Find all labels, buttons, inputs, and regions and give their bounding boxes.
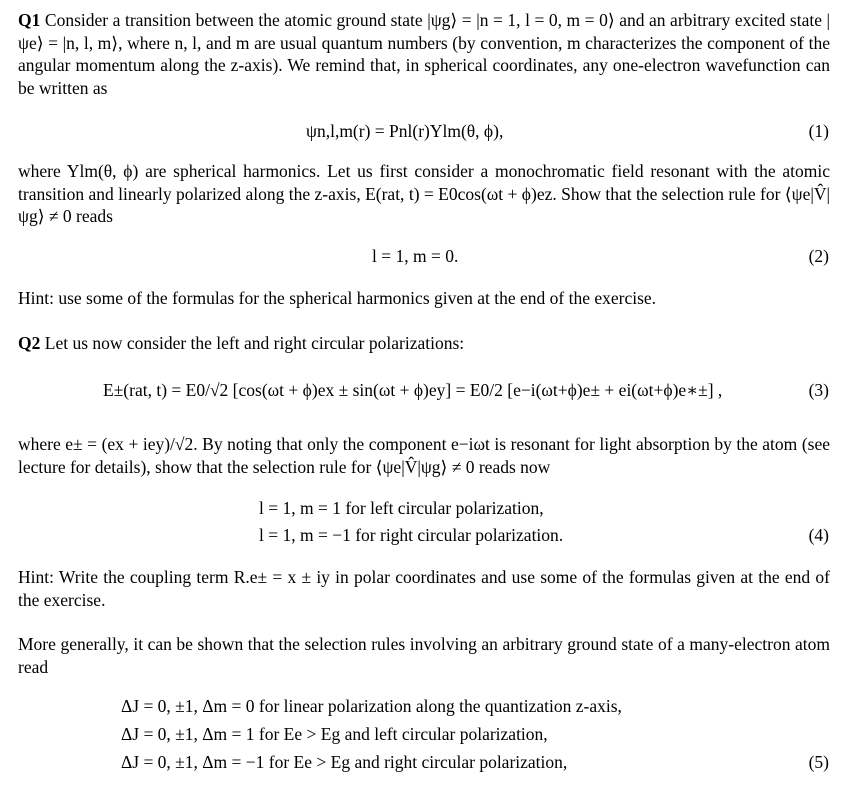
q1-text: Consider a transition between the atomic ground state |ψg⟩ = |n = 1, l = 0, m = 0⟩ and an arbitrary excited state |ψe⟩ = |n, l, m⟩, where n, l, and m are usual quantum numbers (by convention, m characterizes the component of the angular momentum along the z-axis). We remind that, in spherical coordinates, any one-electron wavefunction can be written as	[18, 10, 831, 98]
equation-1-body: ψn,l,m(r) = Pnl(r)Ylm(θ, ϕ),	[306, 121, 504, 141]
equation-5-line-3: ΔJ = 0, ±1, Δm = −1 for Ee > Eg and right circular polarization,	[121, 752, 568, 772]
equation-2	[0, 246, 866, 272]
equation-3-body: E±(rat, t) = E0/√2 [cos(ωt + ϕ)ex ± sin(ωt + ϕ)ey] = E0/2 [e−i(ωt+ϕ)e± + ei(ωt+ϕ)e∗±] ,	[103, 380, 723, 400]
equation-5-number: (5)	[808, 752, 829, 772]
equation-2-number: (2)	[808, 246, 829, 266]
q1-hint: Hint: use some of the formulas for the spherical harmonics given at the end of the exercise.	[18, 288, 657, 308]
q2-label: Q2	[18, 333, 41, 353]
equation-5-line-2: ΔJ = 0, ±1, Δm = 1 for Ee > Eg and left circular polarization,	[121, 724, 548, 744]
q1-label: Q1	[18, 10, 41, 30]
q2-text: Let us now consider the left and right circular polarizations:	[44, 333, 465, 353]
general-paragraph: More generally, it can be shown that the selection rules involving an arbitrary ground state of a many-electron atom read	[18, 634, 830, 677]
equation-1	[0, 121, 866, 147]
equation-1-number: (1)	[808, 121, 829, 141]
q1-paragraph-2: where Ylm(θ, ϕ) are spherical harmonics. Let us first consider a monochromatic field resonant with the atomic transition and linearly polarized along the z-axis, E(rat, t) = E0cos(ωt + ϕ)ez. Show that the selection rule for ⟨ψe|V̂|ψg⟩ ≠ 0 reads	[18, 161, 830, 226]
q2-paragraph-2: where e± = (ex + iey)/√2. By noting that only the component e−iωt is resonant for light absorption by the atom (see lecture for details), show that the selection rule for ⟨ψe|V̂|ψg⟩ ≠ 0 reads now	[18, 434, 830, 477]
equation-3-number: (3)	[808, 380, 829, 400]
equation-5-line-1: ΔJ = 0, ±1, Δm = 0 for linear polarization along the quantization z-axis,	[121, 696, 622, 716]
q2-paragraph	[18, 332, 830, 355]
q1-paragraph	[18, 9, 830, 99]
equation-3	[0, 380, 866, 406]
equation-2-body: l = 1, m = 0.	[372, 246, 459, 266]
equation-4-line-2: l = 1, m = −1 for right circular polarization.	[259, 525, 564, 545]
equation-4-line-1: l = 1, m = 1 for left circular polarization,	[259, 498, 544, 518]
q2-hint: Hint: Write the coupling term R.e± = x ± iy in polar coordinates and use some of the formulas given at the end of the exercise.	[18, 567, 830, 610]
equation-4-number: (4)	[808, 525, 829, 545]
